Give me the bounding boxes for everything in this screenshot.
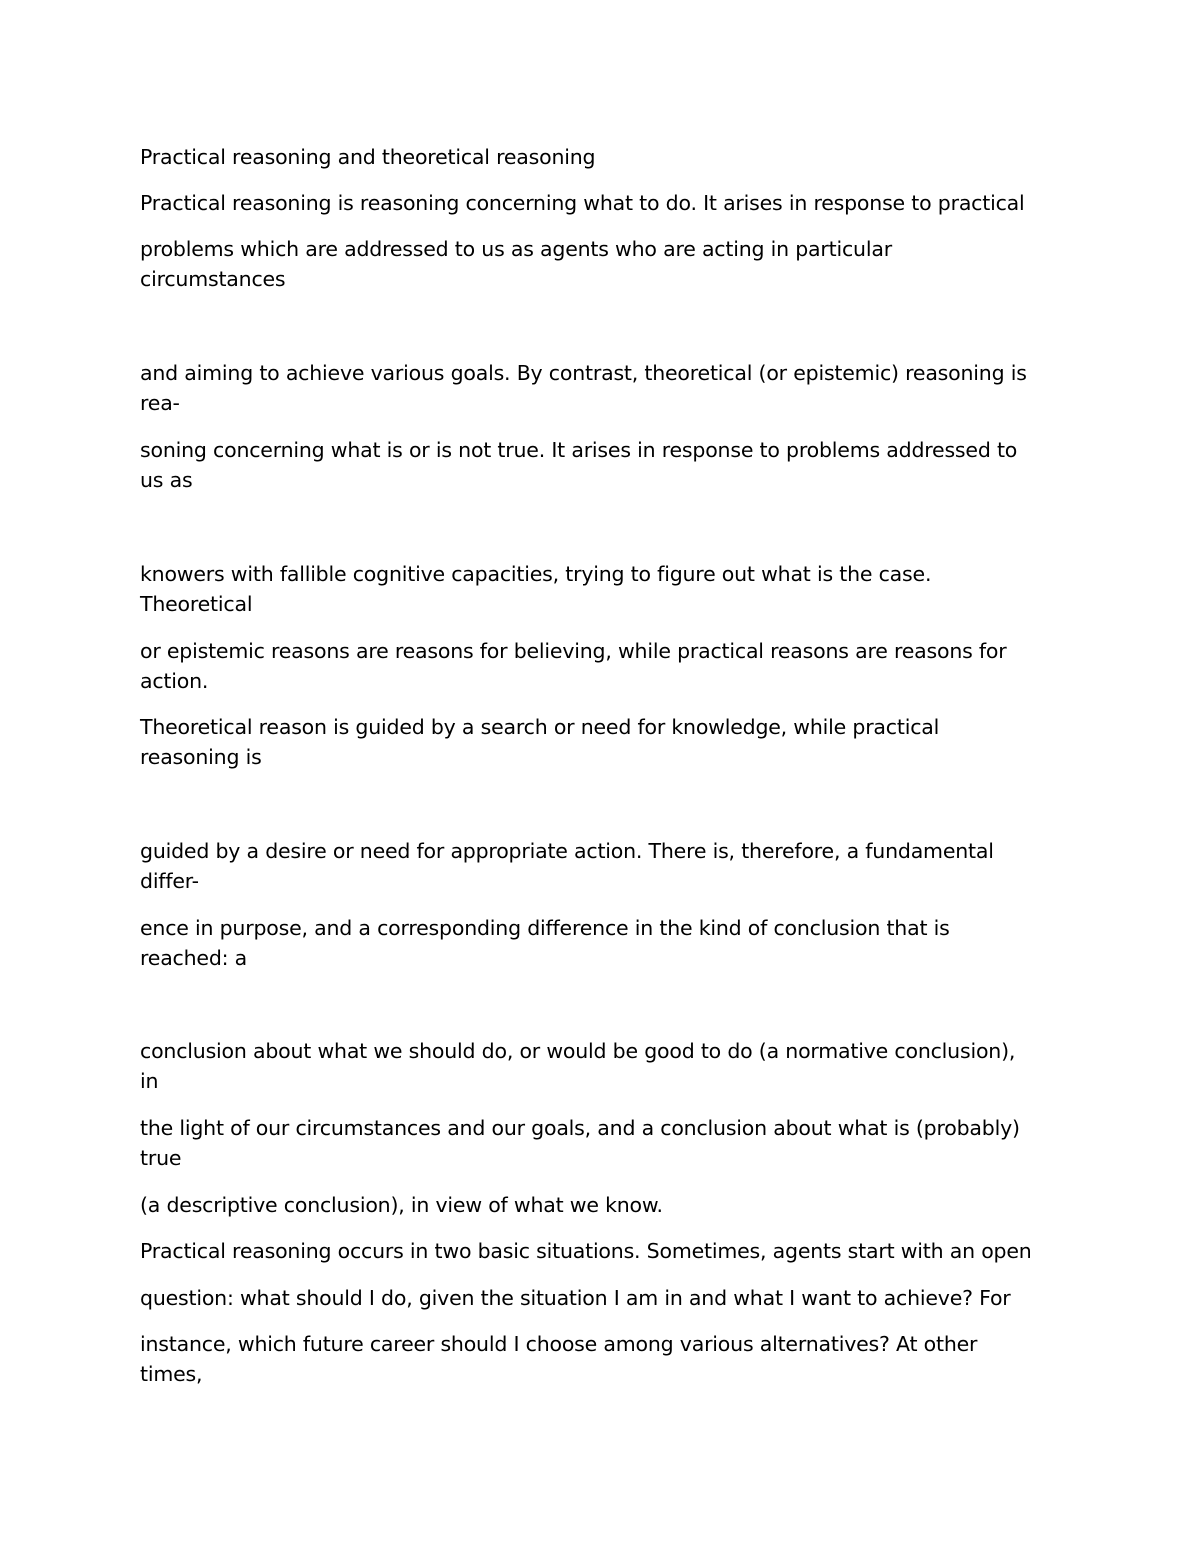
paragraph-line: Practical reasoning is reasoning concerning what to do. It arises in response to practical xyxy=(140,191,1025,215)
paragraph-line: and aiming to achieve various goals. By contrast, theoretical (or epistemic) reasoning is rea- xyxy=(140,361,1027,415)
paragraph-line: knowers with fallible cognitive capacities, trying to figure out what is the case. Theoretical xyxy=(140,562,932,616)
paragraph-line: guided by a desire or need for appropriate action. There is, therefore, a fundamental differ- xyxy=(140,839,994,893)
paragraph-line: question: what should I do, given the situation I am in and what I want to achieve? For xyxy=(140,1286,1011,1310)
document-title: Practical reasoning and theoretical reasoning xyxy=(140,145,596,169)
paragraph-line: conclusion about what we should do, or would be good to do (a normative conclusion), in xyxy=(140,1039,1016,1093)
paragraph-line: the light of our circumstances and our goals, and a conclusion about what is (probably) true xyxy=(140,1116,1020,1170)
paragraph-line: ence in purpose, and a corresponding difference in the kind of conclusion that is reached: a xyxy=(140,916,950,970)
paragraph-line: or epistemic reasons are reasons for believing, while practical reasons are reasons for action. xyxy=(140,639,1007,693)
paragraph-line: soning concerning what is or is not true. It arises in response to problems addressed to us as xyxy=(140,438,1018,492)
paragraph-line: problems which are addressed to us as agents who are acting in particular circumstances xyxy=(140,237,892,291)
paragraph-line: (a descriptive conclusion), in view of what we know. xyxy=(140,1193,663,1217)
paragraph-line: instance, which future career should I choose among various alternatives? At other times, xyxy=(140,1332,978,1386)
paragraph-line: Practical reasoning occurs in two basic situations. Sometimes, agents start with an open xyxy=(140,1239,1032,1263)
paragraph-line: Theoretical reason is guided by a search or need for knowledge, while practical reasoning is xyxy=(140,715,940,769)
